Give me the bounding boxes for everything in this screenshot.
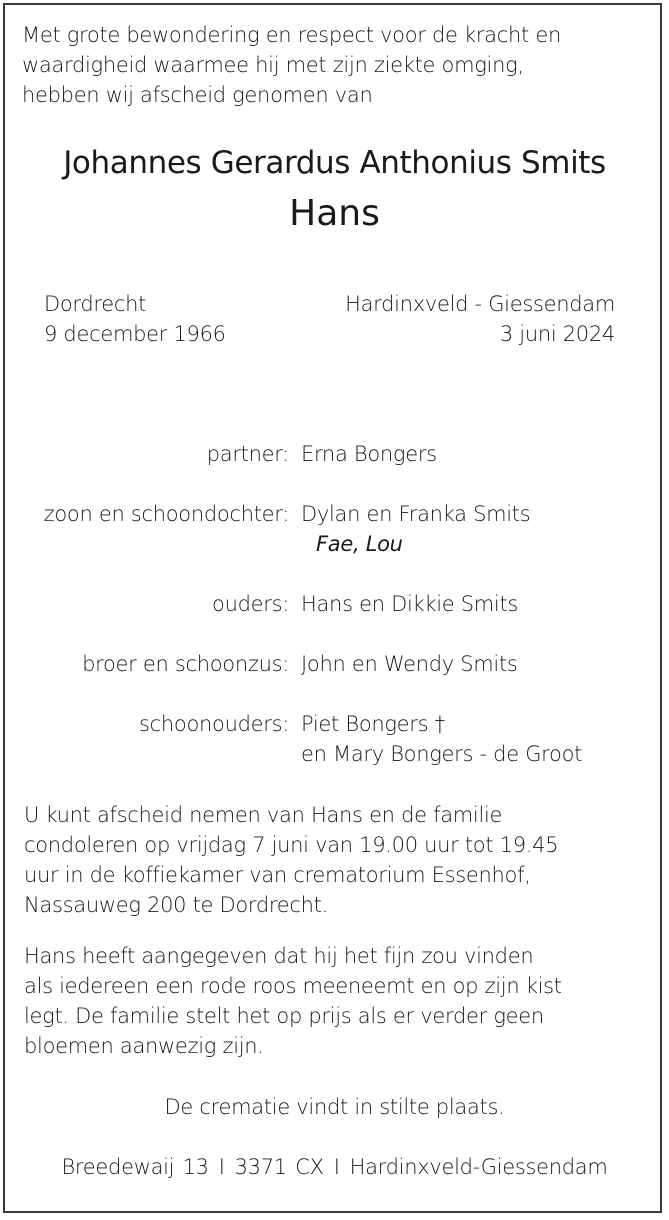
- relation-value-parents: Hans en Dikkie Smits: [301, 592, 519, 616]
- intro-line: hebben wij afscheid genomen van: [22, 83, 373, 107]
- intro-text: [22, 20, 561, 110]
- deceased-full-name: Johannes Gerardus Anthonius Smits: [63, 145, 606, 181]
- relation-label-brother: broer en schoonzus:: [82, 652, 289, 676]
- address-postcode: 3371 CX: [234, 1155, 324, 1179]
- intro-line: waardigheid waarmee hij met zijn ziekte omging,: [22, 53, 524, 77]
- wish-line: bloemen aanwezig zijn.: [24, 1034, 264, 1058]
- relation-grandchildren: Fae, Lou: [316, 532, 403, 556]
- condolence-line: Nassauweg 200 te Dordrecht.: [24, 893, 328, 917]
- address-separator: I: [333, 1155, 340, 1179]
- condolence-line: condoleren op vrijdag 7 juni van 19.00 uur tot 19.45: [24, 833, 559, 857]
- death-place: Hardinxveld - Giessendam: [345, 292, 615, 316]
- condolence-line: uur in de koffiekamer van crematorium Essenhof,: [24, 863, 531, 887]
- condolence-paragraph: [24, 800, 558, 920]
- birth-place: Dordrecht: [44, 292, 147, 316]
- address-line: [0, 1152, 669, 1182]
- relation-label-parents: ouders:: [212, 592, 289, 616]
- wish-paragraph: [24, 941, 562, 1061]
- intro-line: Met grote bewondering en respect voor de kracht en: [22, 23, 561, 47]
- address-street: Breedewaij 13: [61, 1155, 209, 1179]
- relation-label-partner: partner:: [206, 442, 289, 466]
- relation-value-partner: Erna Bongers: [301, 442, 437, 466]
- condolence-line: U kunt afscheid nemen van Hans en de familie: [24, 803, 503, 827]
- relation-value-son: Dylan en Franka Smits: [301, 502, 531, 526]
- birth-date: 9 december 1966: [44, 322, 226, 346]
- wish-line: Hans heeft aangegeven dat hij het fijn zou vinden: [24, 944, 534, 968]
- address-separator: I: [218, 1155, 225, 1179]
- wish-line: legt. De familie stelt het op prijs als er verder geen: [24, 1004, 544, 1028]
- deceased-call-name: Hans: [289, 193, 380, 234]
- wish-line: als iedereen een rode roos meeneemt en op zijn kist: [24, 974, 562, 998]
- death-date: 3 juni 2024: [499, 322, 615, 346]
- relation-value-in-laws-2: en Mary Bongers - de Groot: [301, 742, 583, 766]
- cremation-note: De crematie vindt in stilte plaats.: [164, 1095, 505, 1119]
- relation-value-brother: John en Wendy Smits: [301, 652, 518, 676]
- relation-label-son: zoon en schoondochter:: [43, 502, 289, 526]
- relation-value-in-laws: Piet Bongers †: [301, 712, 445, 736]
- relation-label-in-laws: schoonouders:: [139, 712, 289, 736]
- address-city: Hardinxveld-Giessendam: [349, 1155, 608, 1179]
